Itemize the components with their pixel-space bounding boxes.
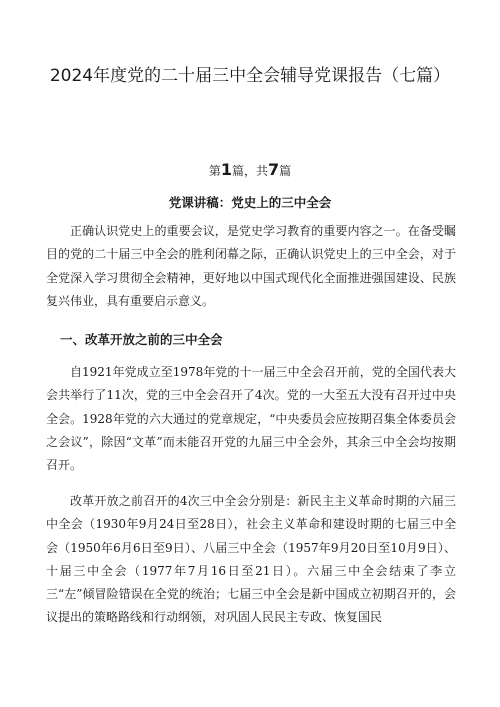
part-prefix: 第 xyxy=(208,164,221,178)
part-indicator xyxy=(0,160,500,179)
part-number: 1 xyxy=(220,160,232,179)
document-title: 2024年度党的二十届三中全会辅导党课报告（七篇） xyxy=(49,66,451,86)
body-paragraph-1: 自1921年党成立至1978年党的十一届三中全会召开前，党的全国代表大会共举行了11次，党的三中全会召开了4次。党的一大至五大没有召开过中央全会。1928年党的六大通过的党章规定，“中央委员会应按期召集全体委员会之会议”，除因“文革”而未能召开党的九届三中全会外，其余三中全会均按期召开。 xyxy=(46,365,456,473)
lecture-subtitle: 党课讲稿：党史上的三中全会 xyxy=(168,195,332,210)
part-suffix: 篇 xyxy=(279,164,292,178)
section-heading: 一、改革开放之前的三中全会 xyxy=(60,332,223,347)
part-total: 7 xyxy=(268,160,280,179)
intro-paragraph: 正确认识党史上的重要会议，是党史学习教育的重要内容之一。在备受瞩目的党的二十届三中全会的胜利闭幕之际，正确认识党史上的三中全会，对于全党深入学习贯彻全会精神，更好地以中国式现代化全面推进强国建设、民族复兴伟业，具有重要启示意义。 xyxy=(46,224,456,308)
body-paragraph-2: 改革开放之前召开的4次三中全会分别是：新民主主义革命时期的六届三中全会（1930年9月24日至28日），社会主义革命和建设时期的七届三中全会（1950年6月6日至9日）、八届三中全会（1957年9月20日至10月9日）、十届三中全会（1977年7月16日至21日）。六届三中全会结束了李立三“左”倾冒险错误在全党的统治；七届三中全会是新中国成立初期召开的，会议提出的策略路线和行动纲领，对巩固人民民主专政、恢复国民 xyxy=(46,494,456,625)
part-middle: 篇，共 xyxy=(231,164,268,178)
